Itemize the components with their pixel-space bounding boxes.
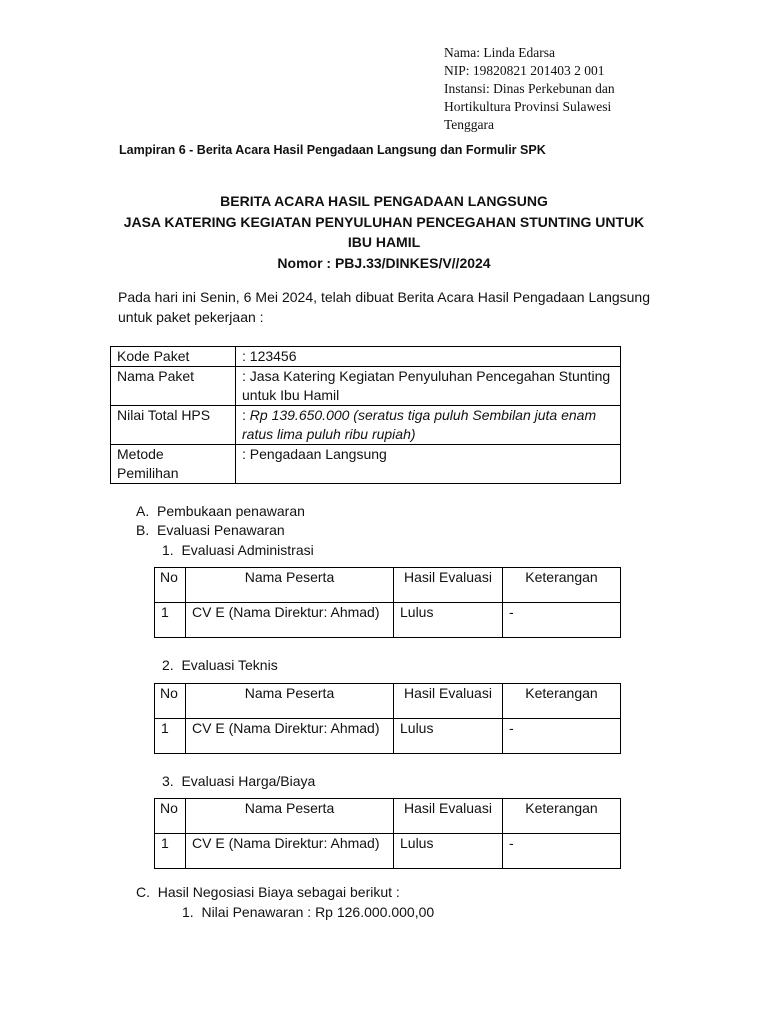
cell-keterangan: -: [503, 719, 621, 754]
section-b: B. Evaluasi Penawaran: [136, 522, 285, 538]
table-header-row: [155, 568, 621, 603]
info-label: Nama Paket: [111, 367, 236, 406]
section-b1: 1. Evaluasi Administrasi: [162, 542, 314, 558]
cell-keterangan: -: [503, 834, 621, 869]
signatory-agency-line3: Tenggara: [444, 117, 495, 132]
intro-paragraph: Pada hari ini Senin, 6 Mei 2024, telah dibuat Berita Acara Hasil Pengadaan Langsung untuk paket pekerjaan :: [118, 289, 650, 325]
technical-evaluation-table: [154, 683, 621, 754]
cell-no: 1: [155, 834, 186, 869]
table-row: [111, 406, 621, 445]
table-row: [111, 367, 621, 406]
column-header: Hasil Evaluasi: [394, 568, 503, 603]
table-row: [155, 719, 621, 754]
signatory-block: [444, 44, 744, 134]
column-header: Hasil Evaluasi: [394, 799, 503, 834]
section-b2: 2. Evaluasi Teknis: [162, 657, 278, 673]
cell-no: 1: [155, 719, 186, 754]
column-header: Nama Peserta: [186, 684, 394, 719]
column-header: No: [155, 684, 186, 719]
table-row: [111, 347, 621, 367]
table-row: [155, 834, 621, 869]
column-header: Nama Peserta: [186, 568, 394, 603]
info-label: Metode Pemilihan: [111, 445, 236, 484]
column-header: Nama Peserta: [186, 799, 394, 834]
info-value-prefix: :: [242, 407, 250, 423]
info-value-hps: Rp 139.650.000 (seratus tiga puluh Sembilan juta enam ratus lima puluh ribu rupiah): [242, 407, 597, 442]
info-value: : Jasa Katering Kegiatan Penyuluhan Pencegahan Stunting untuk Ibu Hamil: [236, 367, 621, 406]
column-header: No: [155, 799, 186, 834]
cell-no: 1: [155, 603, 186, 638]
info-label: Nilai Total HPS: [111, 406, 236, 445]
section-c: C. Hasil Negosiasi Biaya sebagai berikut :: [136, 884, 400, 900]
title-line3: IBU HAMIL: [347, 234, 421, 250]
title-number: Nomor : PBJ.33/DINKES/V//2024: [277, 254, 491, 271]
column-header: Keterangan: [503, 799, 621, 834]
title-line1: BERITA ACARA HASIL PENGADAAN LANGSUNG: [220, 193, 548, 209]
info-value: : 123456: [236, 347, 621, 367]
signatory-agency-line2: Hortikultura Provinsi Sulawesi: [444, 99, 612, 114]
column-header: No: [155, 568, 186, 603]
section-b3: 3. Evaluasi Harga/Biaya: [162, 773, 316, 789]
section-c1: 1. Nilai Penawaran : Rp 126.000.000,00: [182, 904, 435, 920]
column-header: Keterangan: [503, 684, 621, 719]
column-header: Keterangan: [503, 568, 621, 603]
cell-peserta: CV E (Nama Direktur: Ahmad): [186, 834, 394, 869]
info-value: [236, 406, 621, 445]
info-label: Kode Paket: [111, 347, 236, 367]
info-value: : Pengadaan Langsung: [236, 445, 621, 484]
table-header-row: [155, 684, 621, 719]
admin-evaluation-table: [154, 567, 621, 638]
cell-hasil: Lulus: [394, 603, 503, 638]
table-row: [111, 445, 621, 484]
cell-peserta: CV E (Nama Direktur: Ahmad): [186, 603, 394, 638]
signatory-nip: NIP: 19820821 201403 2 001: [444, 63, 605, 78]
attachment-label: Lampiran 6 - Berita Acara Hasil Pengadaan Langsung dan Formulir SPK: [119, 143, 546, 157]
document-title: [110, 191, 658, 273]
table-row: [155, 603, 621, 638]
signatory-name: Nama: Linda Edarsa: [444, 45, 555, 60]
cell-hasil: Lulus: [394, 834, 503, 869]
cell-keterangan: -: [503, 603, 621, 638]
package-info-table: [110, 346, 621, 484]
title-line2: JASA KATERING KEGIATAN PENYULUHAN PENCEGAHAN STUNTING UNTUK: [123, 213, 645, 230]
price-evaluation-table: [154, 798, 621, 869]
column-header: Hasil Evaluasi: [394, 684, 503, 719]
cell-peserta: CV E (Nama Direktur: Ahmad): [186, 719, 394, 754]
signatory-agency-line1: Instansi: Dinas Perkebunan dan: [444, 81, 615, 96]
table-header-row: [155, 799, 621, 834]
section-a: A. Pembukaan penawaran: [136, 503, 305, 519]
cell-hasil: Lulus: [394, 719, 503, 754]
